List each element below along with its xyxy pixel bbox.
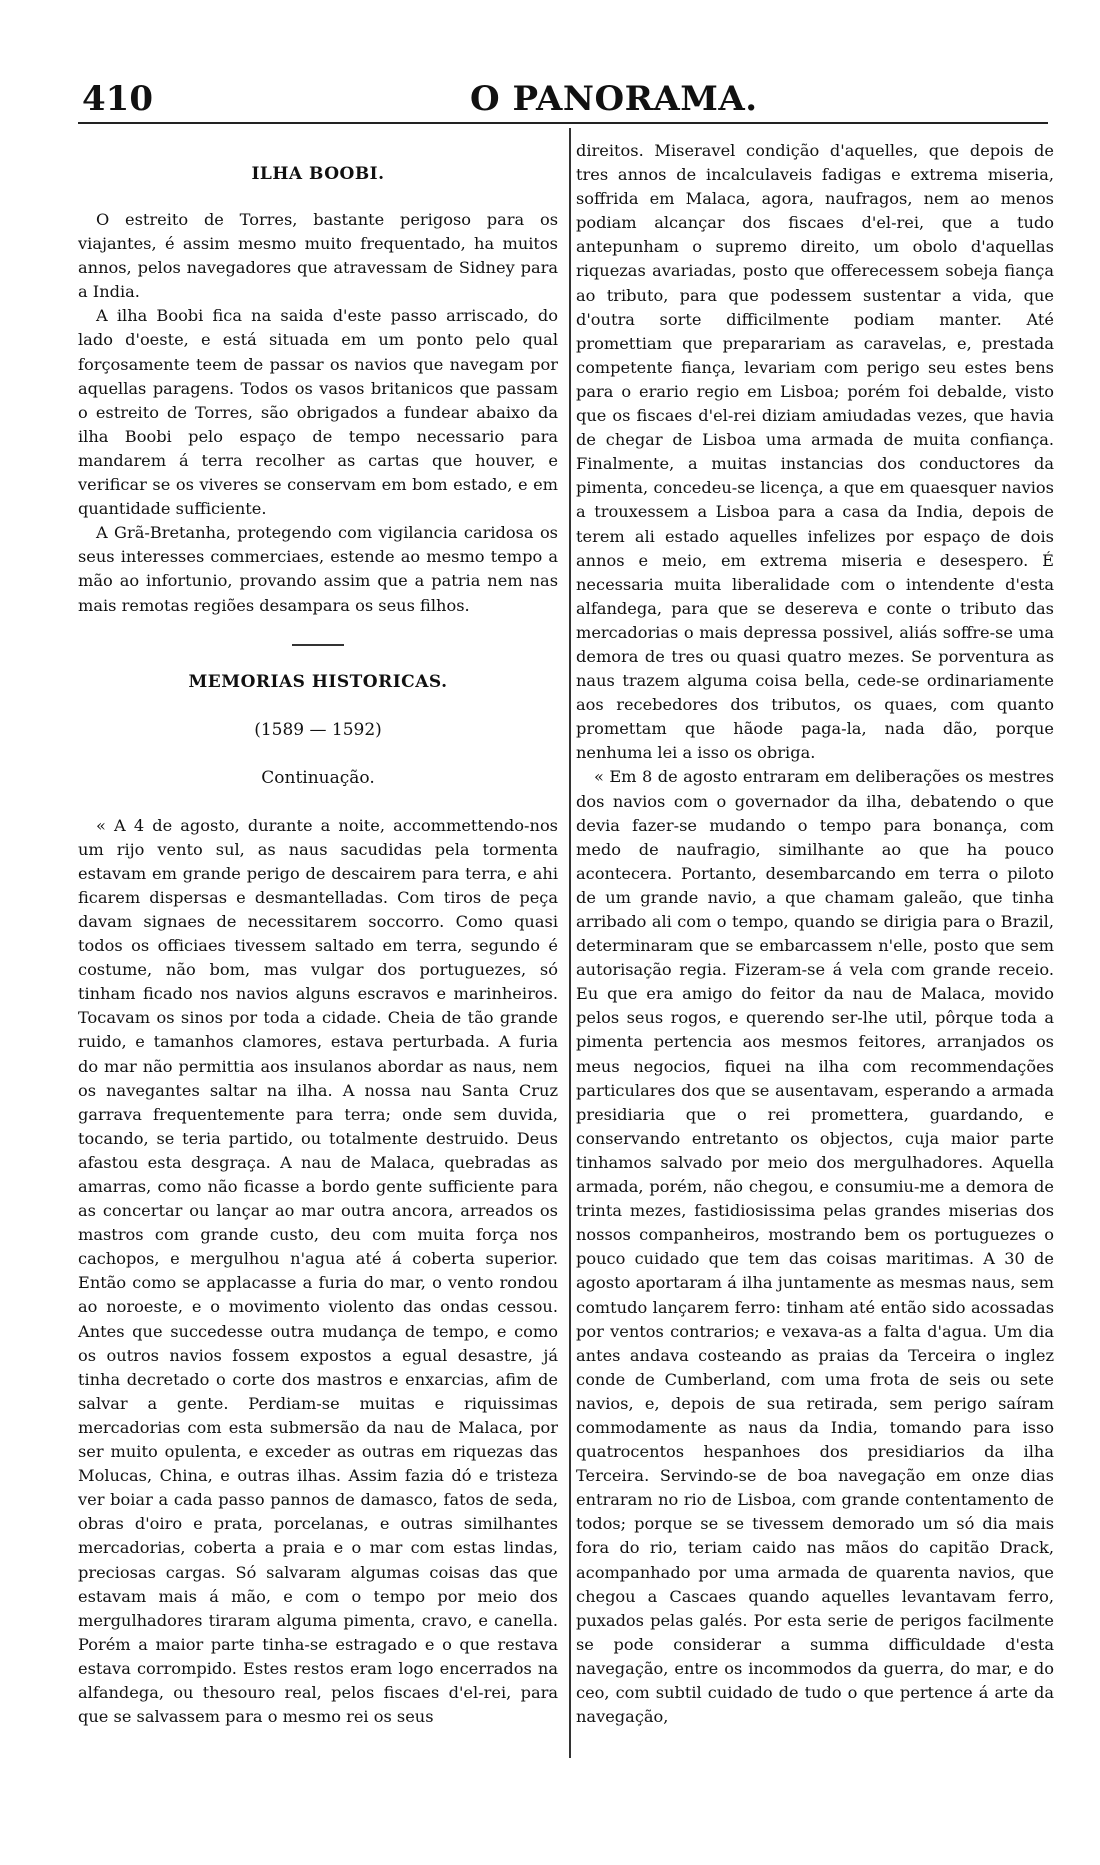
ilha-paragraph-3: A Grã-Bretanha, protegendo com vigilancia caridosa os seus interesses commerciaes, estende ao mesmo tempo a mão ao infortunio, provando assim que a patria nem nas mais remotas regiões desampara os seus filhos. [78,523,558,615]
journal-title: O PANORAMA. [470,79,758,119]
page-number: 410 [82,79,153,119]
section-separator [292,644,344,646]
ilha-boobi-heading: ILHA BOOBI. [251,164,385,184]
column-divider [569,128,571,1758]
continuation-label: Continuação. [261,767,375,788]
right-paragraph-2: « Em 8 de agosto entraram em deliberações os mestres dos navios com o governador da ilha, debatendo o que devia fazer-se mudando o tempo para bonança, com medo de naufragio, similhante ao que ha pouco acontecera. Portanto, desembarcando em terra o piloto de um grande navio, a que chamam galeão, que tinha arribado ali com o tempo, quando se dirigia para o Brazil, determinaram que se embarcassem n'elle, posto que sem autorisação regia. Fizeram-se á vela com grande receio. Eu que era amigo do feitor da nau de Malaca, movido pelos seus rogos, e querendo ser-lhe util, pôrque toda a pimenta pertencia aos mesmos feitores, arranjados os meus negocios, fiquei na ilha com recommendações particulares dos que se ausentavam, esperando a armada presidiaria que o rei promettera, guardando, e conservando entretanto os objectos, cuja maior parte tinhamos salvado por meio dos mergulhadores. Aquella armada, porém, não chegou, e consumiu-me a demora de trinta mezes, fastidiosissima pelas grandes miserias dos nossos companheiros, mostrando bem os portuguezes o pouco cuidado que tem das coisas maritimas. A 30 de agosto aportaram á ilha juntamente as mesmas naus, sem comtudo lançarem ferro: tinham até então sido acossadas por ventos contrarios; e vexava-as a falta d'agua. Um dia antes andava costeando as praias da Terceira o inglez conde de Cumberland, com uma frota de seis ou sete navios, e, depois de sua retirada, sem perigo saíram commodamente as naus da India, tomando para isso quatrocentos hespanhoes dos presidiarios da ilha Terceira. Servindo-se de boa navegação em onze dias entraram no rio de Lisboa, com grande contentamento de todos; porque se se tivessem demorado um só dia mais fora do rio, teriam caido nas mãos do capitão Drack, acompanhado por uma armada de quarenta navios, que chegou a Cascaes quando aquelles levantavam ferro, puxados pelas galés. Por esta serie de perigos facilmente se pode considerar a summa difficuldade d'esta navegação, entre os incommodos da guerra, do mar, e do ceo, com subtil cuidado de tudo o que pertence á arte da navegação, [576,767,1054,1727]
right-paragraph-1: direitos. Miseravel condição d'aquelles, que depois de tres annos de incalculaveis fadigas e extrema miseria, soffrida em Malaca, agora, naufragos, nem ao menos podiam alcançar dos fiscaes d'el-rei, que a tudo antepunham o supremo direito, um obolo d'aquellas riquezas avariadas, posto que offerecessem sobeja fiança ao tributo, para que podessem sustentar a vida, que d'outra sorte difficilmente podiam manter. Até promettiam que preparariam as caravelas, e, prestada competente fiança, levariam com perigo seu estes bens para o erario regio em Lisboa; porém foi debalde, visto que os fiscaes d'el-rei diziam amiudadas vezes, que havia de chegar de Lisboa uma armada de muita confiança. Finalmente, a muitas instancias dos conductores da pimenta, concedeu-se licença, a que em quaesquer navios a trouxessem a Lisboa para a casa da India, depois de terem ali estado aquelles infelizes por espaço de dois annos e meio, em extrema miseria e desespero. É necessaria muita liberalidade com o intendente d'esta alfandega, para que se deserevа e conte o tributo das mercadorias o mais depressa possivel, aliás soffre-se uma demora de tres ou quasi quatro mezes. Se porventura as naus trazem alguma coisa bella, cede-se ordinariamente aos recebedores dos tributos, os quaes, com quanto promettam que hãode paga-la, nada dão, porque nenhuma lei a isso os obriga. [576,141,1054,763]
memorias-heading: MEMORIAS HISTORICAS. [188,671,448,692]
ilha-paragraph-2: A ilha Boobi fica na saida d'este passo arriscado, do lado d'oeste, e está situada em um ponto pelo qual forçosamente teem de passar os navios que navegam por aquellas paragens. Todos os vasos britanicos que passam o estreito de Torres, são obrigados a fundear abaixo da ilha Boobi pelo espaço de tempo necessario para mandarem á terra recolher as cartas que houver, e verificar se os viveres se conservam em bom estado, e em quantidade sufficiente. [78,306,558,519]
ilha-paragraph-1: O estreito de Torres, bastante perigoso para os viajantes, é assim mesmo muito frequentado, ha muitos annos, pelos navegadores que atravessam de Sidney para a India. [78,210,558,302]
years-subheading: (1589 — 1592) [254,719,382,740]
memorias-paragraph-1: « A 4 de agosto, durante a noite, accommettendo-nos um rijo vento sul, as naus sacudidas pela tormenta estavam em grande perigo de descairem para terra, e ahi ficarem dispersas e desmantelladas. Com tiros de peça davam signaes de necessitarem soccorro. Como quasi todos os officiaes tivessem saltado em terra, segundo é costume, não bom, mas vulgar dos portuguezes, só tinham ficado nos navios alguns escravos e marinheiros. Tocavam os sinos por toda a cidade. Cheia de tão grande ruido, e tamanhos clamores, estava perturbada. A furia do mar não permittia aos insulanos abordar as naus, nem os navegantes saltar na ilha. A nossa nau Santa Cruz garrava frequentemente para terra; onde sem duvida, tocando, se teria partido, ou totalmente destruido. Deus afastou esta desgraça. A nau de Malaca, quebradas as amarras, como não ficasse a bordo gente sufficiente para as concertar ou lançar ao mar outra ancora, arreados os mastros com grande custo, deu com muita força nos cachopos, e mergulhou n'agua até á coberta superior. Então como se applacasse a furia do mar, o vento rondou ao noroeste, e o movimento violento das ondas cessou. Antes que succedesse outra mudança de tempo, e como os outros navios fossem expostos a egual desastre, já tinha decretado o corte dos mastros e enxarcias, afim de salvar a gente. Perdiam-se muitas e riquissimas mercadorias com esta submersão da nau de Malaca, por ser muito opulenta, e exceder as outras em riquezas das Molucas, China, e outras ilhas. Assim fazia dó e tristeza ver boiar a cada passo pannos de damasco, fatos de seda, obras d'oiro e prata, porcelanas, e outras similhantes mercadorias, coberta a praia e o mar com estas lindas, preciosas cargas. Só salvaram algumas coisas das que estavam mais á mão, e com o tempo por meio dos mergulhadores tiraram alguma pimenta, cravo, e canella. Porém a maior parte tinha-se estragado e o que restava estava corrompido. Estes restos eram logo encerrados na alfandega, ou thesouro real, pelos fiscaes d'el-rei, para que se salvassem para o mesmo rei os seus [78,815,558,1727]
left-column [78,162,558,1729]
header-rule [78,122,1048,124]
right-column [576,139,1054,1729]
